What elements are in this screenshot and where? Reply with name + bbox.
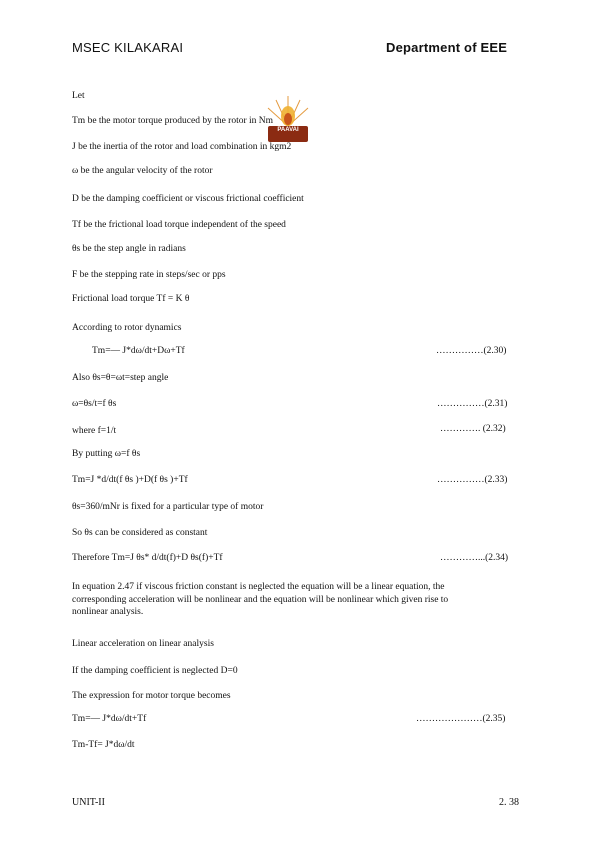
equation-number: …………………(2.35) bbox=[416, 714, 506, 724]
equation: ω=θs/t=f θs bbox=[72, 399, 117, 409]
equation-number: ……………(2.30) bbox=[436, 346, 507, 356]
text-line: The expression for motor torque becomes bbox=[72, 691, 231, 701]
footer-unit: UNIT-II bbox=[72, 797, 105, 808]
text-line: Frictional load torque Tf = K θ bbox=[72, 294, 190, 304]
text-line: where f=1/t bbox=[72, 426, 117, 436]
text-line: D be the damping coefficient or viscous frictional coefficient bbox=[72, 194, 304, 204]
equation-number: …………...(2.34) bbox=[440, 553, 509, 563]
equation: Tm=J *d/dt(f θs )+D(f θs )+Tf bbox=[72, 475, 188, 485]
text-line: According to rotor dynamics bbox=[72, 323, 182, 333]
text-line: So θs can be considered as constant bbox=[72, 528, 208, 538]
text-line: Linear acceleration on linear analysis bbox=[72, 639, 214, 649]
text-line: By putting ω=f θs bbox=[72, 449, 141, 459]
text-line: Also θs=θ=ωt=step angle bbox=[72, 373, 169, 383]
paragraph: In equation 2.47 if viscous friction constant is neglected the equation will be a linear equation, the corresponding acceleration will be nonlinear and the equation will be nonlinear which given rise to nonlinear analysis. bbox=[72, 582, 449, 617]
text-line: Tf be the frictional load torque independent of the speed bbox=[72, 220, 286, 230]
logo-badge: PAAVAI bbox=[268, 126, 308, 142]
equation: Tm=— J*dω/dt+Tf bbox=[72, 714, 147, 724]
text-line: θs be the step angle in radians bbox=[72, 244, 186, 254]
header-department: Department of EEE bbox=[386, 40, 508, 55]
equation-number: …………. (2.32) bbox=[440, 424, 506, 434]
text-line: Let bbox=[72, 91, 85, 101]
equation: Therefore Tm=J θs* d/dt(f)+D θs(f)+Tf bbox=[72, 553, 223, 563]
text-line: ω be the angular velocity of the rotor bbox=[72, 166, 213, 176]
text-line: θs=360/mNr is fixed for a particular type of motor bbox=[72, 502, 264, 512]
header-institution: MSEC KILAKARAI bbox=[72, 40, 184, 55]
text-line: F be the stepping rate in steps/sec or pps bbox=[72, 270, 226, 280]
equation-number: ……………(2.33) bbox=[437, 475, 508, 485]
page-number: 2. 38 bbox=[499, 797, 519, 808]
equation: Tm-Tf= J*dω/dt bbox=[72, 740, 135, 750]
equation: Tm=— J*dω/dt+Dω+Tf bbox=[92, 346, 185, 356]
text-line: J be the inertia of the rotor and load combination in kgm2 bbox=[72, 142, 292, 152]
text-line: Tm be the motor torque produced by the rotor in Nm bbox=[72, 116, 274, 126]
equation-number: ……………(2.31) bbox=[437, 399, 508, 409]
text-line: If the damping coefficient is neglected D=0 bbox=[72, 666, 238, 676]
